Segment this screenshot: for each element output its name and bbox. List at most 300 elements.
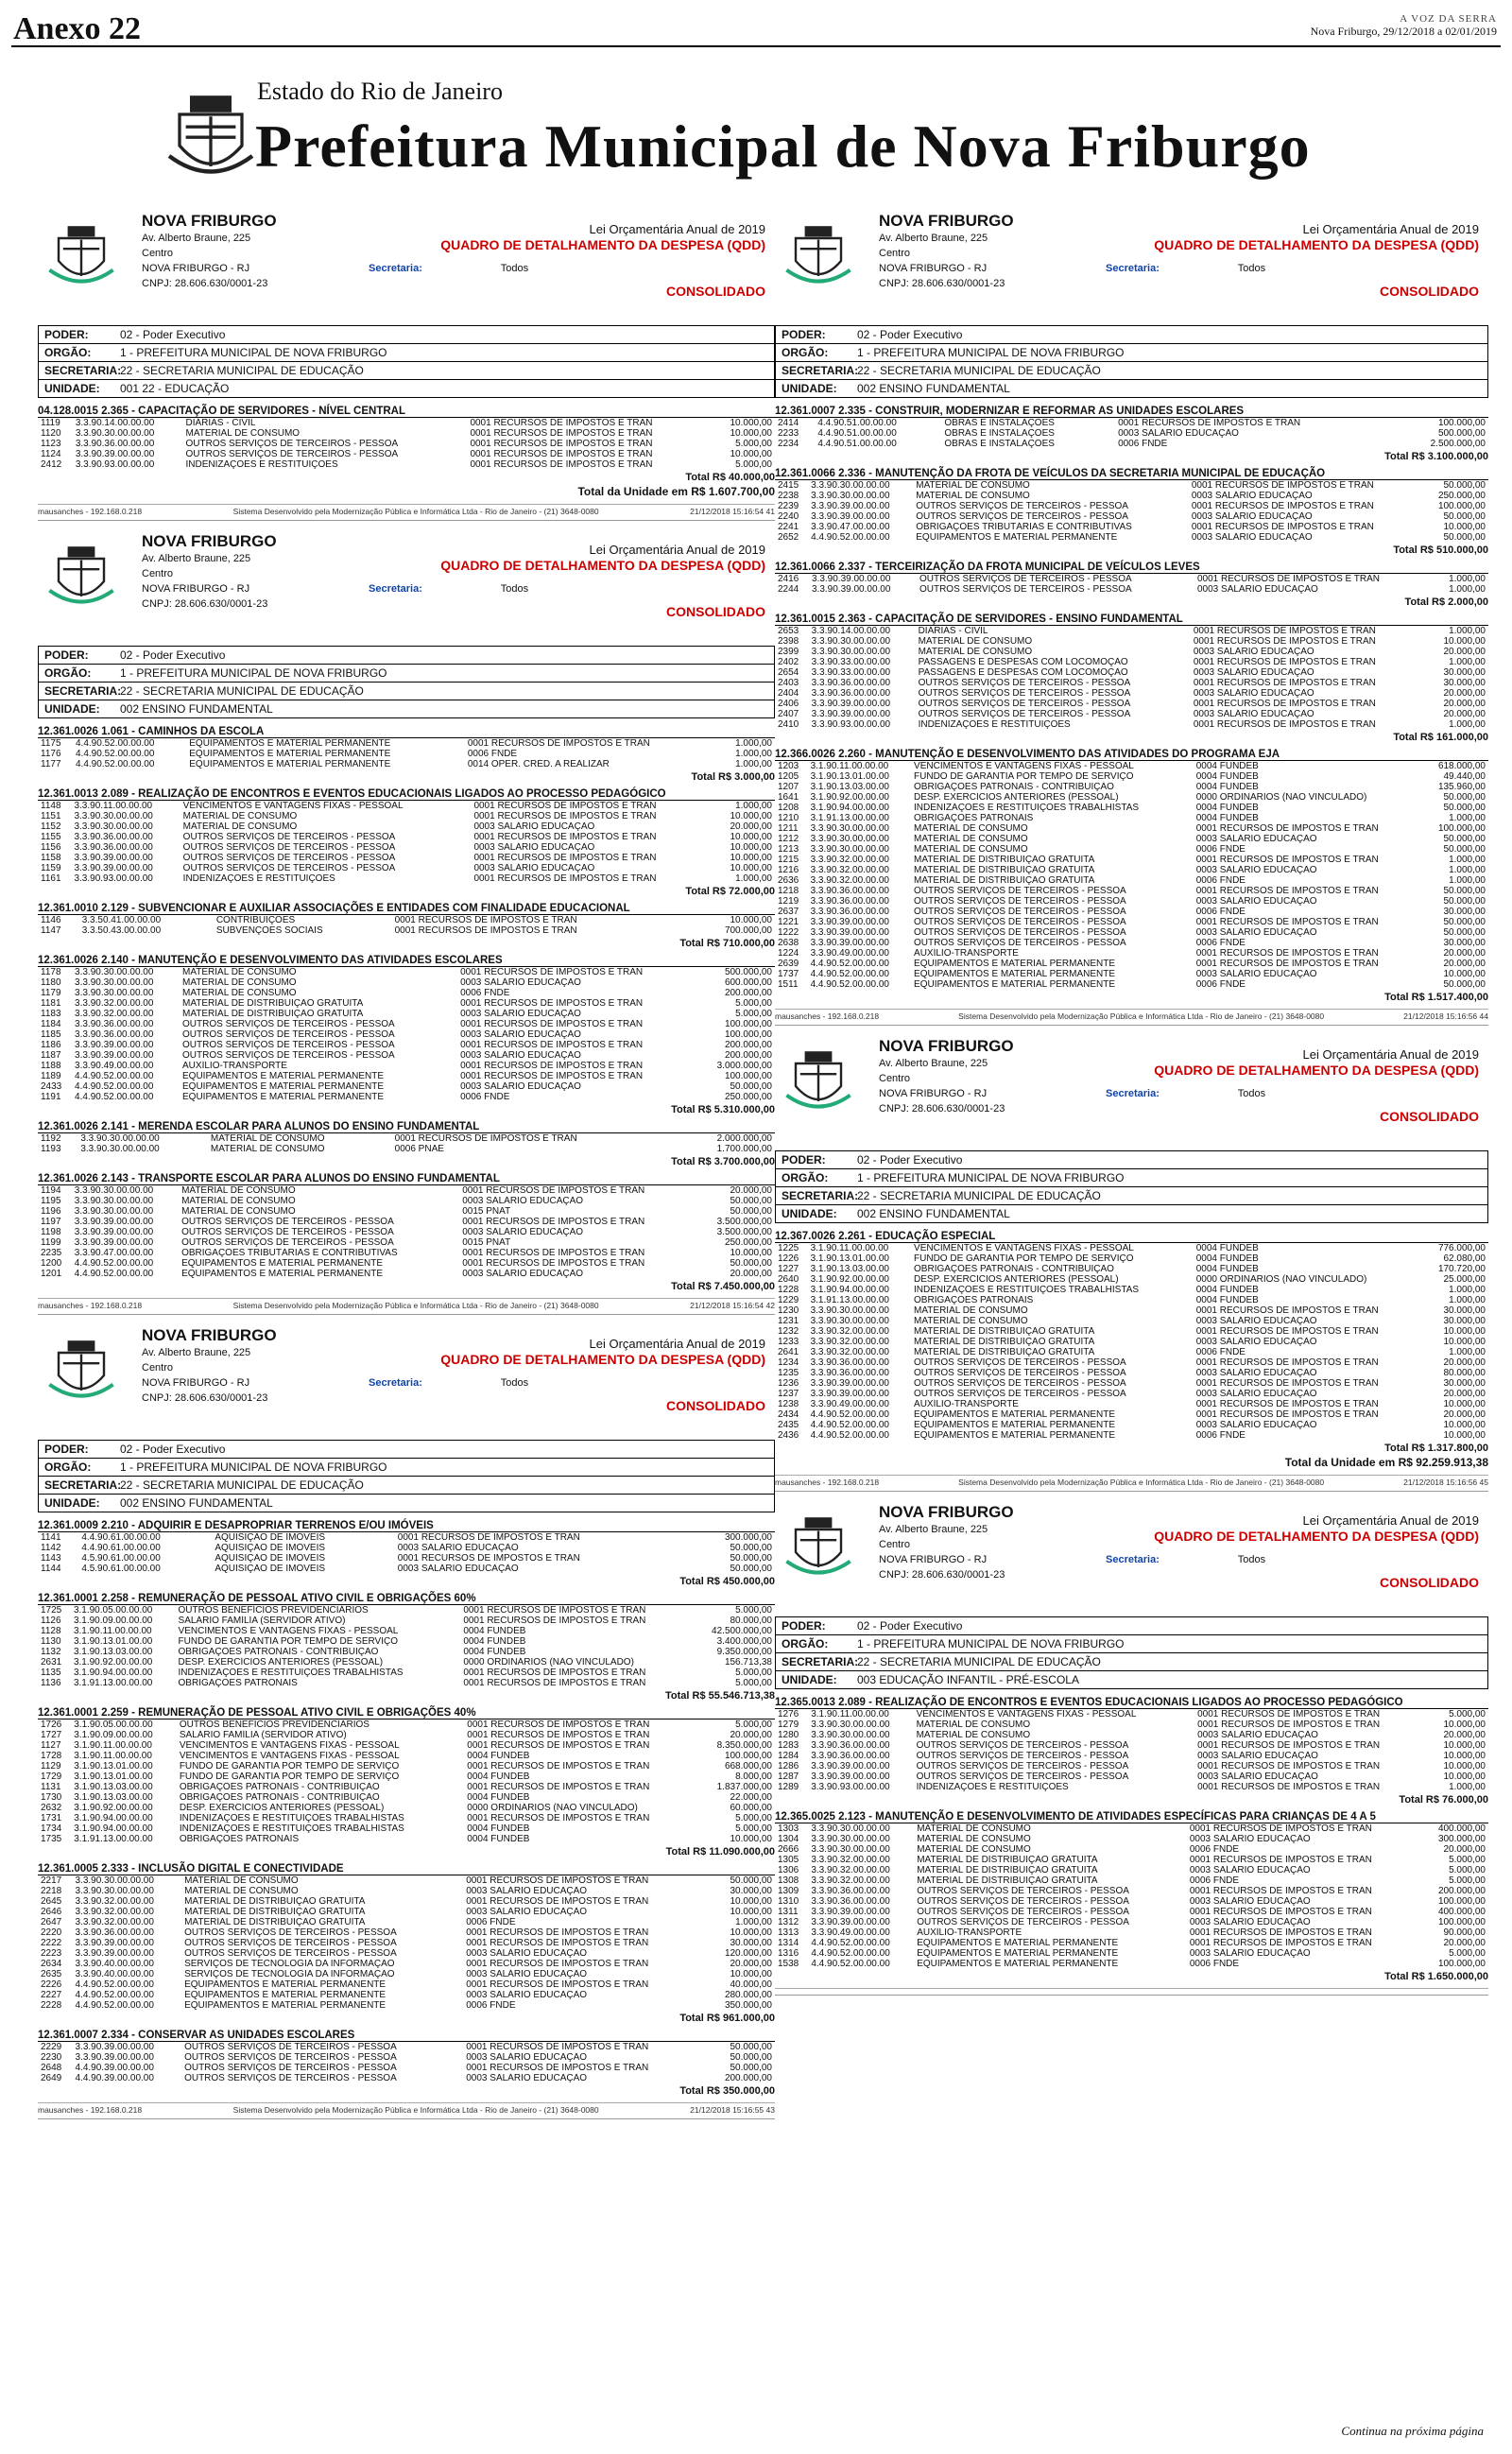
row-description: OUTROS SERVIÇOS DE TERCEIROS - PESSOA — [182, 1029, 395, 1040]
row-code: 1181 — [41, 998, 61, 1009]
footer-timestamp: 21/12/2018 15:16:54 41 — [690, 507, 775, 516]
table-row — [38, 1092, 775, 1102]
secretaria-id-value: 22 - SECRETARIA MUNICIPAL DE EDUCAÇÃO — [857, 364, 1101, 377]
row-value: 1.000,00 — [1449, 574, 1486, 584]
row-value: 30.000,00 — [1443, 1378, 1486, 1389]
table-row — [775, 1823, 1488, 1834]
action-total: Total R$ 350.000,00 — [679, 2085, 775, 2097]
row-source: 0001 RECURSOS DE IMPOSTOS E TRAN — [1197, 1761, 1381, 1771]
org-city: NOVA FRIBURGO - RJ — [142, 583, 250, 595]
row-element: 3.1.90.11.00.00.00 — [810, 1243, 889, 1253]
expense-table — [38, 738, 775, 769]
table-row — [775, 1720, 1488, 1730]
row-source: 0001 RECURSOS DE IMPOSTOS E TRAN — [462, 1258, 645, 1269]
row-description: EQUIPAMENTOS E MATERIAL PERMANENTE — [914, 1430, 1116, 1441]
row-source: 0001 RECURSOS DE IMPOSTOS E TRAN — [1197, 1720, 1381, 1730]
row-source: 0015 PNAT — [462, 1237, 511, 1248]
row-value: 30.000,00 — [1443, 907, 1486, 917]
row-code: 2637 — [778, 907, 799, 917]
table-row — [775, 823, 1488, 834]
poder-key: PODER: — [782, 1619, 826, 1633]
row-element: 3.3.90.30.00.00.00 — [811, 1823, 890, 1834]
row-element: 3.3.90.39.00.00.00 — [811, 1771, 890, 1782]
row-value: 20.000,00 — [1443, 709, 1486, 719]
org-cnpj: CNPJ: 28.606.630/0001-23 — [879, 1569, 1005, 1581]
expense-table — [775, 1709, 1488, 1792]
table-row — [38, 873, 775, 884]
row-code: 1130 — [41, 1636, 61, 1647]
row-element: 3.3.90.32.00.00.00 — [810, 1347, 889, 1357]
sections — [775, 406, 1488, 1003]
table-row — [38, 1813, 775, 1823]
row-code: 2653 — [778, 626, 799, 636]
table-row — [775, 813, 1488, 823]
row-code: 2636 — [778, 875, 799, 886]
qdd-title: QUADRO DE DETALHAMENTO DA DESPESA (QDD) — [1154, 1529, 1479, 1544]
row-source: 0001 RECURSOS DE IMPOSTOS E TRAN — [467, 1761, 650, 1771]
doc-header — [775, 1033, 1488, 1147]
expense-table — [775, 480, 1488, 543]
row-source: 0001 RECURSOS DE IMPOSTOS E TRAN — [463, 1616, 646, 1626]
org-cnpj: CNPJ: 28.606.630/0001-23 — [879, 278, 1005, 289]
table-row — [775, 1709, 1488, 1720]
row-description: OUTROS SERVIÇOS DE TERCEIROS - PESSOA — [184, 2063, 397, 2073]
row-source: 0001 RECURSOS DE IMPOSTOS E TRAN — [1195, 1409, 1379, 1420]
row-element: 3.3.90.30.00.00.00 — [811, 491, 890, 501]
row-description: FUNDO DE GARANTIA POR TEMPO DE SERVIÇO — [178, 1636, 398, 1647]
row-source: 0006 FNDE — [460, 988, 510, 998]
row-description: OUTROS BENEFÍCIOS PREVIDENCIÁRIOS — [179, 1720, 369, 1730]
row-element: 3.3.90.39.00.00.00 — [75, 1050, 154, 1061]
row-description: OUTROS SERVIÇOS DE TERCEIROS - PESSOA — [185, 449, 399, 459]
sections — [38, 1520, 775, 2097]
row-description: MATERIAL DE CONSUMO — [918, 636, 1033, 647]
row-element: 3.3.90.39.00.00.00 — [74, 853, 153, 863]
consolidado-label: CONSOLIDADO — [666, 604, 765, 619]
table-row — [775, 1927, 1488, 1938]
org-district: Centro — [142, 568, 174, 579]
row-element: 3.3.90.36.00.00.00 — [810, 907, 889, 917]
row-value: 10.000,00 — [1443, 1751, 1486, 1761]
expense-table — [775, 574, 1488, 595]
row-source: 0003 SALÁRIO EDUCAÇÃO — [1191, 511, 1313, 522]
row-code: 1729 — [41, 1771, 62, 1782]
action-total: Total R$ 1.650.000,00 — [1384, 1971, 1488, 1982]
row-element: 3.3.90.39.00.00.00 — [812, 574, 891, 584]
row-source: 0003 SALÁRIO EDUCAÇÃO — [462, 1196, 584, 1206]
row-source: 0001 RECURSOS DE IMPOSTOS E TRAN — [1195, 823, 1379, 834]
row-description: MATERIAL DE CONSUMO — [182, 977, 297, 988]
row-description: MATERIAL DE CONSUMO — [182, 967, 297, 977]
row-source: 0006 FNDE — [1189, 1844, 1240, 1855]
row-element: 3.3.90.32.00.00.00 — [75, 998, 154, 1009]
table-row — [775, 1409, 1488, 1420]
footer-system: Sistema Desenvolvido pela Modernização Pública e Informática Ltda - Rio de Janeiro - (21) 3648-0080 — [232, 507, 599, 516]
right-column — [775, 208, 1488, 2003]
row-source: 0003 SALÁRIO EDUCAÇÃO — [1191, 532, 1313, 543]
action-total: Total R$ 3.700.000,00 — [671, 1156, 775, 1167]
row-element: 4.4.90.52.00.00.00 — [75, 1990, 154, 2000]
table-row — [775, 792, 1488, 803]
row-element: 3.1.90.13.03.00.00 — [810, 782, 889, 792]
row-value: 10.000,00 — [1443, 1326, 1486, 1337]
row-description: OBRAS E INSTALAÇÕES — [944, 428, 1055, 439]
action-title: 12.365.0013 2.089 - REALIZAÇÃO DE ENCONTROS E EVENTOS EDUCACIONAIS LIGADOS AO PROCESSO PEDAGÓGICO — [775, 1697, 1488, 1709]
row-value: 20.000,00 — [1443, 699, 1486, 709]
row-description: MATERIAL DE DISTRIBUIÇÃO GRATUITA — [182, 998, 364, 1009]
row-description: OUTROS SERVIÇOS DE TERCEIROS - PESSOA — [918, 678, 1131, 688]
table-row — [38, 842, 775, 853]
unidade-key: UNIDADE: — [44, 1496, 100, 1510]
row-element: 3.3.90.36.00.00.00 — [75, 1927, 154, 1938]
row-element: 3.1.90.13.03.00.00 — [74, 1782, 153, 1792]
table-row — [38, 2063, 775, 2073]
row-description: MATERIAL DE CONSUMO — [914, 1305, 1028, 1316]
row-value: 10.000,00 — [730, 1927, 772, 1938]
row-description: INDENIZAÇÕES E RESTITUIÇÕES — [918, 719, 1071, 730]
row-code: 2645 — [41, 1896, 62, 1907]
row-element: 4.4.90.52.00.00.00 — [74, 1258, 154, 1269]
row-value: 20.000,00 — [1443, 1844, 1486, 1855]
org-city: NOVA FRIBURGO - RJ — [142, 1377, 250, 1389]
table-row — [775, 1399, 1488, 1409]
table-row — [775, 1855, 1488, 1865]
journal-name: A VOZ DA SERRA — [1400, 13, 1497, 25]
table-row — [775, 886, 1488, 896]
row-element: 3.1.90.09.00.00.00 — [73, 1616, 153, 1626]
row-value: 400.000,00 — [1437, 1907, 1486, 1917]
row-source: 0004 FUNDEB — [1195, 1264, 1259, 1274]
row-source: 0001 RECURSOS DE IMPOSTOS E TRAN — [1189, 1886, 1372, 1896]
row-code: 1279 — [778, 1720, 799, 1730]
row-code: 1287 — [778, 1771, 799, 1782]
table-row — [775, 782, 1488, 792]
row-code: 1221 — [778, 917, 799, 927]
row-code: 1216 — [778, 865, 799, 875]
row-value: 30.000,00 — [1443, 667, 1486, 678]
row-code: 1237 — [778, 1389, 799, 1399]
table-row — [38, 1668, 775, 1678]
row-code: 1175 — [41, 738, 61, 749]
row-source: 0003 SALÁRIO EDUCAÇÃO — [460, 977, 581, 988]
row-source: 0000 ORDINÁRIOS (NÃO VINCULADO) — [1195, 1274, 1367, 1285]
law-title: Lei Orçamentária Anual de 2019 — [1302, 1047, 1479, 1062]
row-value: 10.000,00 — [730, 842, 772, 853]
row-element: 3.1.90.13.03.00.00 — [74, 1792, 153, 1803]
table-row — [38, 1823, 775, 1834]
row-description: OUTROS SERVIÇOS DE TERCEIROS - PESSOA — [182, 832, 396, 842]
row-description: OUTROS SERVIÇOS DE TERCEIROS - PESSOA — [919, 584, 1132, 595]
row-code: 1196 — [41, 1206, 61, 1217]
row-value: 80.000,00 — [730, 1616, 772, 1626]
row-description: MATERIAL DE DISTRIBUIÇÃO GRATUITA — [917, 1855, 1098, 1865]
action-title: 12.361.0007 2.335 - CONSTRUIR, MODERNIZAR E REFORMAR AS UNIDADES ESCOLARES — [775, 406, 1488, 418]
row-code: 2227 — [41, 1990, 62, 2000]
row-element: 3.3.90.30.00.00.00 — [74, 1185, 154, 1196]
id-box — [38, 646, 775, 718]
row-source: 0003 SALÁRIO EDUCAÇÃO — [1189, 1917, 1311, 1927]
expense-table — [38, 915, 775, 936]
secretaria-id-value: 22 - SECRETARIA MUNICIPAL DE EDUCAÇÃO — [120, 1478, 364, 1492]
row-element: 3.3.90.39.00.00.00 — [811, 709, 891, 719]
row-value: 20.000,00 — [730, 1269, 772, 1279]
table-row — [775, 1907, 1488, 1917]
secretaria-filter — [1106, 263, 1265, 274]
row-source: 0001 RECURSOS DE IMPOSTOS E TRAN — [466, 1875, 649, 1886]
row-code: 1197 — [41, 1217, 61, 1227]
row-source: 0001 RECURSOS DE IMPOSTOS E TRAN — [460, 998, 644, 1009]
footer-system: Sistema Desenvolvido pela Modernização Pública e Informática Ltda - Rio de Janeiro - (21) 3648-0080 — [958, 1011, 1325, 1021]
unidade-key: UNIDADE: — [782, 1673, 837, 1686]
row-description: OUTROS SERVIÇOS DE TERCEIROS - PESSOA — [184, 1938, 397, 1948]
row-code: 2646 — [41, 1907, 62, 1917]
row-source: 0003 SALÁRIO EDUCAÇÃO — [1197, 1751, 1318, 1761]
row-element: 3.3.90.36.00.00.00 — [810, 1368, 889, 1378]
row-code: 1203 — [778, 761, 799, 771]
row-value: 10.000,00 — [730, 428, 772, 439]
row-description: MATERIAL DE CONSUMO — [210, 1144, 325, 1154]
row-code: 1229 — [778, 1295, 799, 1305]
poder-key: PODER: — [44, 648, 89, 662]
row-element: 3.1.90.05.00.00.00 — [73, 1605, 153, 1616]
row-value: 668.000,00 — [724, 1761, 772, 1771]
table-row — [38, 1740, 775, 1751]
orgao-value: 1 - PREFEITURA MUNICIPAL DE NOVA FRIBURGO — [857, 1171, 1125, 1184]
row-code: 1155 — [41, 832, 61, 842]
row-element: 3.3.90.36.00.00.00 — [75, 1019, 154, 1029]
row-source: 0003 SALÁRIO EDUCAÇÃO — [1193, 688, 1314, 699]
unidade-key: UNIDADE: — [782, 382, 837, 395]
row-description: MATERIAL DE CONSUMO — [914, 823, 1028, 834]
secretaria-key: SECRETARIA: — [44, 1478, 122, 1492]
row-description: INDENIZAÇÕES E RESTITUIÇÕES — [916, 1782, 1069, 1792]
secretaria-id-value: 22 - SECRETARIA MUNICIPAL DE EDUCAÇÃO — [857, 1655, 1101, 1668]
row-value: 5.000,00 — [1449, 1855, 1486, 1865]
row-element: 4.4.90.52.00.00.00 — [76, 749, 155, 759]
row-code: 2399 — [778, 647, 799, 657]
table-row — [38, 821, 775, 832]
row-element: 3.3.90.14.00.00.00 — [811, 626, 891, 636]
footer-user: mausanches - 192.168.0.218 — [775, 1478, 880, 1487]
row-description: OUTROS SERVIÇOS DE TERCEIROS - PESSOA — [916, 1751, 1129, 1761]
org-block — [142, 1328, 277, 1406]
row-description: OUTROS SERVIÇOS DE TERCEIROS - PESSOA — [916, 501, 1128, 511]
row-description: OUTROS SERVIÇOS DE TERCEIROS - PESSOA — [919, 574, 1132, 584]
row-value: 9.350.000,00 — [716, 1647, 772, 1657]
table-row — [775, 917, 1488, 927]
row-description: AQUISIÇÃO DE IMÓVEIS — [215, 1553, 326, 1564]
row-element: 3.1.90.94.00.00.00 — [74, 1823, 153, 1834]
row-source: 0001 RECURSOS DE IMPOSTOS E TRAN — [466, 1938, 649, 1948]
row-description: EQUIPAMENTOS E MATERIAL PERMANENTE — [181, 1269, 384, 1279]
row-element: 3.3.90.30.00.00.00 — [74, 1206, 154, 1217]
row-value: 10.000,00 — [730, 863, 772, 873]
row-source: 0001 RECURSOS DE IMPOSTOS E TRAN — [397, 1553, 580, 1564]
row-element: 3.1.90.11.00.00.00 — [74, 1740, 152, 1751]
table-row — [38, 1636, 775, 1647]
row-code: 1148 — [41, 801, 61, 811]
orgao-key: ORGÃO: — [44, 1460, 92, 1474]
row-description: OBRAS E INSTALAÇÕES — [944, 439, 1055, 449]
row-value: 50.000,00 — [1443, 532, 1486, 543]
row-code: 2234 — [778, 439, 799, 449]
row-element: 3.3.90.39.00.00.00 — [75, 1938, 154, 1948]
row-description: OUTROS SERVIÇOS DE TERCEIROS - PESSOA — [185, 439, 399, 449]
secretaria-label: Secretaria: — [1106, 1554, 1160, 1565]
budget-law — [1154, 221, 1479, 253]
row-source: 0001 RECURSOS DE IMPOSTOS E TRAN — [467, 738, 650, 749]
consolidado-label: CONSOLIDADO — [1380, 1575, 1479, 1590]
row-description: EQUIPAMENTOS E MATERIAL PERMANENTE — [184, 1990, 387, 2000]
table-row — [38, 1029, 775, 1040]
table-row — [38, 459, 775, 470]
action-total: Total R$ 72.000,00 — [685, 886, 775, 897]
action-total: Total R$ 5.310.000,00 — [671, 1104, 775, 1115]
row-value: 1.700.000,00 — [716, 1144, 772, 1154]
row-element: 3.3.90.39.00.00.00 — [75, 1948, 154, 1959]
action-total: Total R$ 961.000,00 — [679, 2013, 775, 2024]
budget-action — [38, 788, 775, 897]
expense-table — [38, 2042, 775, 2083]
row-value: 10.000,00 — [1443, 1399, 1486, 1409]
row-value: 10.000,00 — [730, 1896, 772, 1907]
row-code: 2638 — [778, 938, 799, 948]
row-value: 5.000,00 — [735, 439, 772, 449]
table-row — [38, 1227, 775, 1237]
qdd-title: QUADRO DE DETALHAMENTO DA DESPESA (QDD) — [1154, 237, 1479, 252]
row-description: OUTROS SERVIÇOS DE TERCEIROS - PESSOA — [916, 511, 1128, 522]
row-element: 4.4.90.61.00.00.00 — [81, 1532, 161, 1543]
row-value: 50.000,00 — [1443, 917, 1486, 927]
row-source: 0003 SALÁRIO EDUCAÇÃO — [460, 1009, 581, 1019]
row-description: DESP. EXERCÍCIOS ANTERIORES (PESSOAL) — [914, 792, 1119, 803]
org-district: Centro — [142, 248, 174, 259]
orgao-key: ORGÃO: — [782, 346, 829, 359]
row-code: 1135 — [41, 1668, 61, 1678]
poder-value: 02 - Poder Executivo — [857, 1153, 963, 1167]
budget-law — [1154, 1046, 1479, 1079]
orgao-key: ORGÃO: — [782, 1171, 829, 1184]
org-address: Av. Alberto Braune, 225 — [142, 233, 251, 244]
table-row — [775, 678, 1488, 688]
table-row — [38, 1771, 775, 1782]
secretaria-label: Secretaria: — [1106, 263, 1160, 274]
row-code: 2222 — [41, 1938, 62, 1948]
row-description: OUTROS BENEFÍCIOS PREVIDENCIÁRIOS — [178, 1605, 369, 1616]
row-description: MATERIAL DE CONSUMO — [184, 1886, 299, 1896]
row-code: 1192 — [41, 1133, 61, 1144]
table-row — [38, 853, 775, 863]
row-source: 0006 FNDE — [466, 2000, 516, 2011]
row-value: 100.000,00 — [1437, 1917, 1486, 1927]
row-code: 2226 — [41, 1979, 62, 1990]
expense-table — [38, 1605, 775, 1688]
row-source: 0001 RECURSOS DE IMPOSTOS E TRAN — [1193, 636, 1376, 647]
table-row — [775, 657, 1488, 667]
row-code: 2640 — [778, 1274, 799, 1285]
table-row — [38, 2073, 775, 2083]
row-value: 50.000,00 — [1443, 834, 1486, 844]
row-value: 3.500.000,00 — [716, 1217, 772, 1227]
row-code: 1727 — [41, 1730, 62, 1740]
action-title: 12.361.0001 2.258 - REMUNERAÇÃO DE PESSOAL ATIVO CIVIL E OBRIGAÇÕES 60% — [38, 1593, 775, 1605]
footer-user: mausanches - 192.168.0.218 — [775, 1011, 880, 1021]
row-code: 2631 — [41, 1657, 62, 1668]
row-description: EQUIPAMENTOS E MATERIAL PERMANENTE — [914, 959, 1116, 969]
row-source: 0001 RECURSOS DE IMPOSTOS E TRAN — [460, 1019, 644, 1029]
row-description: MATERIAL DE CONSUMO — [917, 1844, 1031, 1855]
table-row — [775, 1316, 1488, 1326]
secretaria-id-value: 22 - SECRETARIA MUNICIPAL DE EDUCAÇÃO — [120, 364, 364, 377]
row-value: 20.000,00 — [730, 1730, 772, 1740]
row-code: 1231 — [778, 1316, 799, 1326]
row-description: FUNDO DE GARANTIA POR TEMPO DE SERVIÇO — [914, 771, 1134, 782]
row-value: 10.000,00 — [730, 449, 772, 459]
row-source: 0001 RECURSOS DE IMPOSTOS E TRAN — [1197, 1709, 1381, 1720]
row-source: 0001 RECURSOS DE IMPOSTOS E TRAN — [1195, 1357, 1379, 1368]
row-value: 3.000.000,00 — [716, 1061, 772, 1071]
row-element: 3.1.90.13.01.00.00 — [74, 1771, 153, 1782]
budget-action — [38, 1593, 775, 1702]
row-element: 3.1.90.09.00.00.00 — [74, 1730, 153, 1740]
table-row — [38, 1081, 775, 1092]
secretaria-key: SECRETARIA: — [782, 1655, 859, 1668]
row-source: 0006 FNDE — [1195, 1430, 1246, 1441]
row-value: 49.440,00 — [1443, 771, 1486, 782]
row-element: 3.1.91.13.00.00.00 — [810, 813, 889, 823]
table-row — [38, 801, 775, 811]
row-value: 10.000,00 — [730, 915, 772, 925]
row-code: 1119 — [41, 418, 60, 428]
row-element: 3.1.90.11.00.00.00 — [811, 1709, 889, 1720]
row-code: 1195 — [41, 1196, 61, 1206]
row-value: 5.000,00 — [735, 1009, 772, 1019]
unidade-value: 002 ENSINO FUNDAMENTAL — [120, 1496, 273, 1510]
table-row — [775, 979, 1488, 990]
table-row — [775, 1959, 1488, 1969]
table-row — [775, 1761, 1488, 1771]
row-element: 4.4.90.52.00.00.00 — [810, 1409, 889, 1420]
table-row — [775, 1420, 1488, 1430]
action-total: Total R$ 3.000,00 — [691, 771, 775, 783]
table-row — [38, 967, 775, 977]
row-code: 1144 — [41, 1564, 61, 1574]
row-description: SALÁRIO FAMÍLIA (SERVIDOR ATIVO) — [179, 1730, 347, 1740]
table-row — [38, 1792, 775, 1803]
org-name: NOVA FRIBURGO — [879, 1503, 1014, 1521]
table-row — [775, 844, 1488, 855]
poder-value: 02 - Poder Executivo — [120, 1443, 226, 1456]
row-source: 0003 SALÁRIO EDUCAÇÃO — [1195, 1368, 1317, 1378]
row-description: MATERIAL DE DISTRIBUIÇÃO GRATUITA — [914, 1347, 1095, 1357]
table-row — [38, 1948, 775, 1959]
row-code: 1735 — [41, 1834, 62, 1844]
row-source: 0014 OPER. CRÉD. A REALIZAR — [467, 759, 610, 769]
row-value: 10.000,00 — [1443, 1761, 1486, 1771]
sections — [775, 1231, 1488, 1454]
row-code: 2412 — [41, 459, 62, 470]
table-row — [38, 811, 775, 821]
row-source: 0000 ORDINÁRIOS (NÃO VINCULADO) — [1195, 792, 1367, 803]
row-code: 2407 — [778, 709, 799, 719]
row-description: OUTROS SERVIÇOS DE TERCEIROS - PESSOA — [184, 1948, 397, 1959]
municipal-seal-icon — [43, 216, 119, 291]
table-row — [775, 1782, 1488, 1792]
row-description: OUTROS SERVIÇOS DE TERCEIROS - PESSOA — [182, 1040, 395, 1050]
table-row — [38, 1782, 775, 1792]
row-code: 1286 — [778, 1761, 799, 1771]
table-row — [775, 1285, 1488, 1295]
